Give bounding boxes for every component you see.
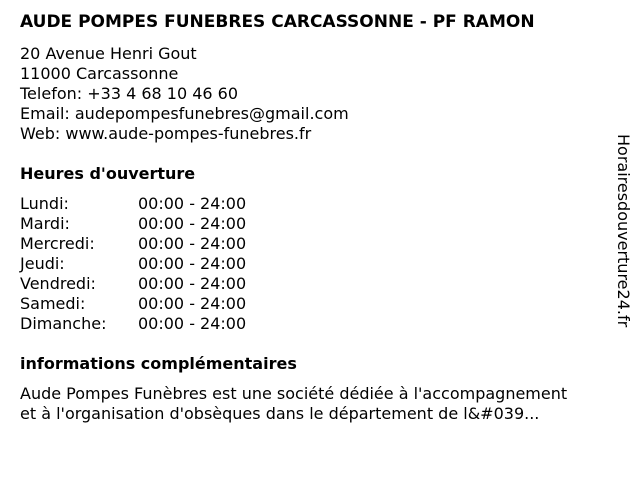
hours-time: 00:00 - 24:00 [138, 194, 247, 213]
hours-time: 00:00 - 24:00 [138, 214, 247, 233]
address-city: 11000 Carcassonne [20, 64, 179, 83]
info-line: et à l'organisation d'obsèques dans le département de l&#039... [20, 404, 540, 423]
hours-time: 00:00 - 24:00 [138, 254, 247, 273]
hours-time: 00:00 - 24:00 [138, 314, 247, 333]
hours-time: 00:00 - 24:00 [138, 294, 247, 313]
hours-heading: Heures d'ouverture [20, 164, 196, 183]
address-street: 20 Avenue Henri Gout [20, 44, 197, 63]
email-address: Email: audepompesfunebres@gmail.com [20, 104, 349, 123]
hours-day: Jeudi: [20, 254, 65, 273]
info-heading: informations complémentaires [20, 354, 297, 373]
hours-day: Mercredi: [20, 234, 95, 253]
hours-day: Vendredi: [20, 274, 96, 293]
business-name: AUDE POMPES FUNEBRES CARCASSONNE - PF RAMON [20, 12, 535, 32]
site-watermark: Horairesdouverture24.fr [614, 134, 633, 328]
contact-block [20, 44, 349, 144]
hours-table [20, 194, 246, 334]
hours-time: 00:00 - 24:00 [138, 274, 247, 293]
hours-row [20, 234, 246, 254]
hours-day: Mardi: [20, 214, 70, 233]
hours-time: 00:00 - 24:00 [138, 234, 247, 253]
hours-row [20, 194, 246, 214]
phone-number: Telefon: +33 4 68 10 46 60 [20, 84, 239, 103]
hours-row [20, 294, 246, 314]
hours-row [20, 214, 246, 234]
hours-day: Samedi: [20, 294, 86, 313]
hours-row [20, 314, 246, 334]
hours-day: Dimanche: [20, 314, 107, 333]
hours-row [20, 254, 246, 274]
hours-day: Lundi: [20, 194, 69, 213]
website: Web: www.aude-pompes-funebres.fr [20, 124, 312, 143]
info-line: Aude Pompes Funèbres est une société dédiée à l'accompagnement [20, 384, 568, 403]
info-description [20, 384, 620, 424]
hours-row [20, 274, 246, 294]
